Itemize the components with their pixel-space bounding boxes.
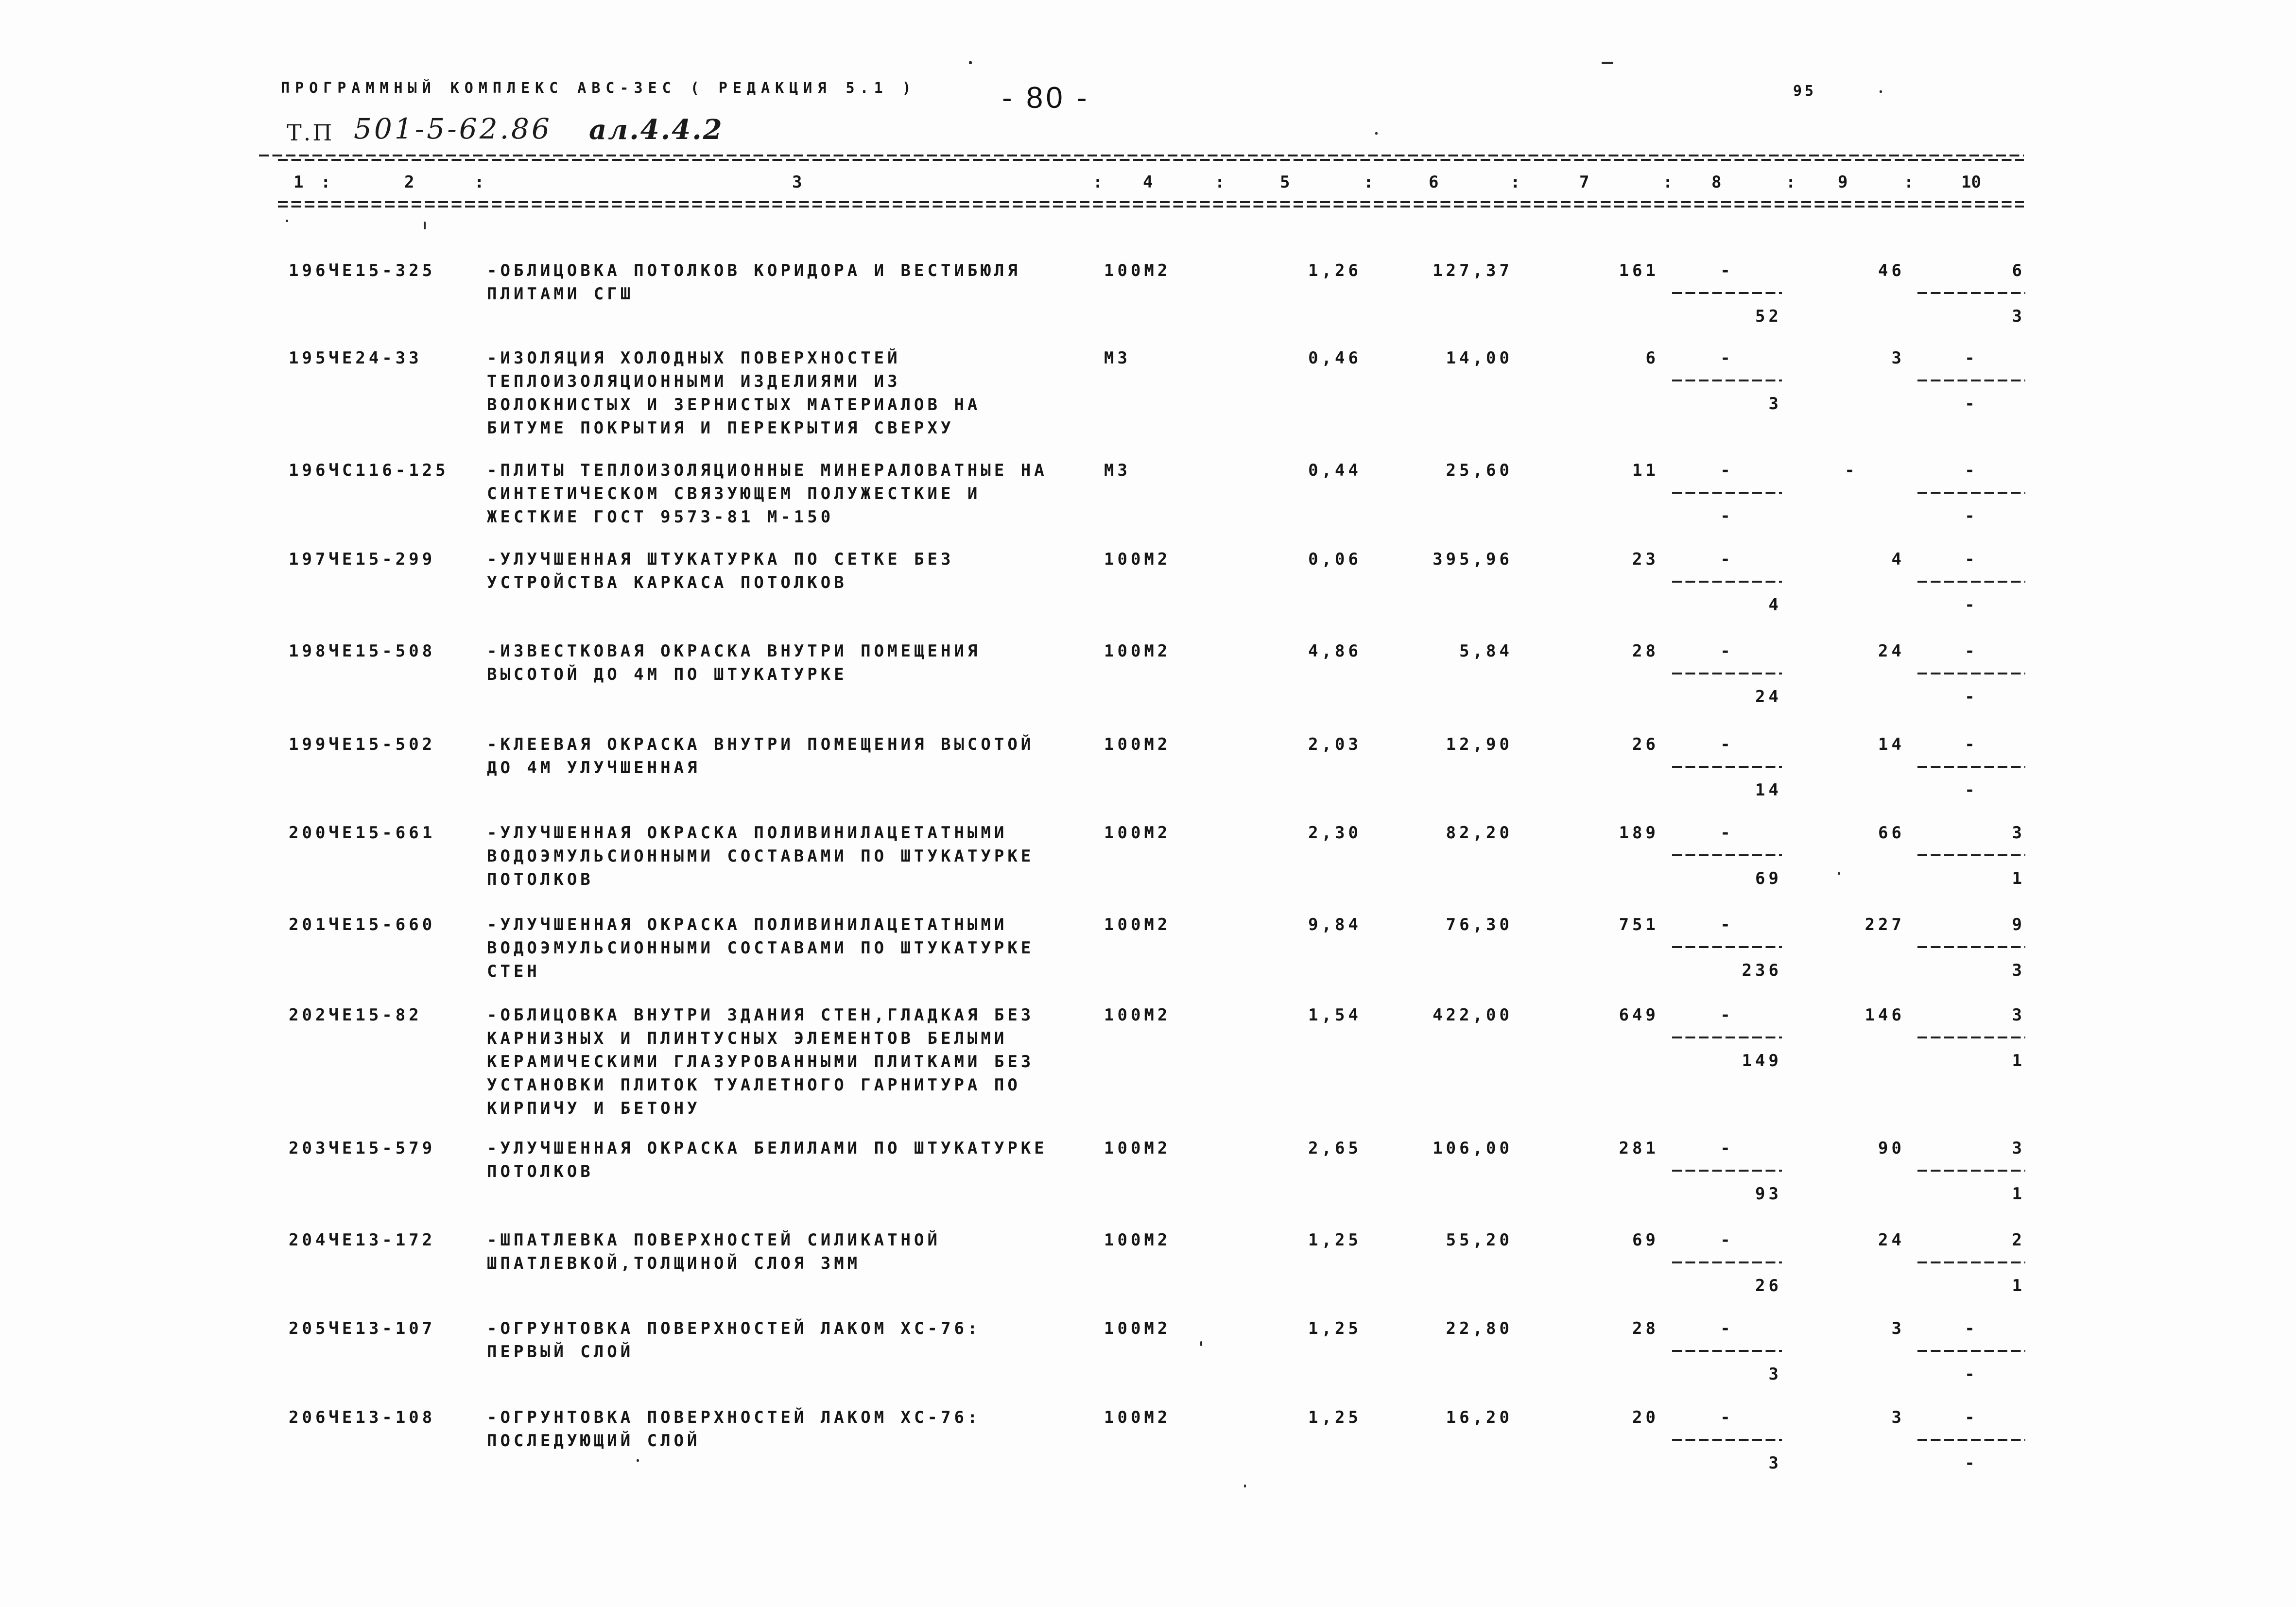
column-9-value: 3 xyxy=(1891,348,1905,368)
column-8-fraction-top-value: - xyxy=(1720,461,1734,480)
description-line: КАРНИЗНЫХ И ПЛИНТУСНЫХ ЭЛЕМЕНТОВ БЕЛЫМИ xyxy=(487,1029,1008,1048)
column-6-value: 12,90 xyxy=(1446,735,1513,754)
description-line: -УЛУЧШЕННАЯ ОКРАСКА ПОЛИВИНИЛАЦЕТАТНЫМИ xyxy=(487,823,1008,843)
description-line: -УЛУЧШЕННАЯ ШТУКАТУРКА ПО СЕТКЕ БЕЗ xyxy=(487,550,954,569)
column-7-value: 6 xyxy=(1645,348,1659,368)
scan-speck xyxy=(1602,62,1613,64)
work-description xyxy=(487,346,981,440)
column-10-fraction-top-value: 3 xyxy=(2012,823,2025,843)
column-8-fraction-top-value: - xyxy=(1720,641,1734,661)
unit-of-measure: 100М2 xyxy=(1104,641,1171,661)
column-8-fraction-top-value: - xyxy=(1720,1139,1734,1158)
column-number: 2 xyxy=(404,173,414,192)
column-10-fraction-top-value: - xyxy=(1965,461,1978,480)
unit-of-measure: М3 xyxy=(1104,348,1131,368)
column-10-fraction xyxy=(1917,459,2025,528)
column-8-fraction-rule xyxy=(1672,1350,1782,1352)
column-10-fraction-top-value: 6 xyxy=(2012,261,2025,280)
column-10-fraction-rule xyxy=(1917,1037,2025,1038)
description-line: ДО 4М УЛУЧШЕННАЯ xyxy=(487,758,701,778)
column-10-fraction xyxy=(1917,1228,2025,1297)
column-10-fraction xyxy=(1917,1003,2025,1072)
column-10-fraction xyxy=(1917,1406,2025,1475)
column-8-fraction xyxy=(1672,1317,1782,1386)
description-line: КИРПИЧУ И БЕТОНУ xyxy=(487,1099,701,1118)
description-line: КЕРАМИЧЕСКИМИ ГЛАЗУРОВАННЫМИ ПЛИТКАМИ БЕЗ xyxy=(487,1052,1035,1071)
column-10-fraction-bottom-value: - xyxy=(1965,506,1978,526)
unit-of-measure: 100М2 xyxy=(1104,261,1171,280)
item-code: 203ЧЕ15-579 xyxy=(289,1139,436,1158)
work-description xyxy=(487,1137,1048,1183)
work-description xyxy=(487,913,1034,983)
column-10-fraction-bottom-value: - xyxy=(1965,394,1978,414)
item-code: 202ЧЕ15-82 xyxy=(289,1005,422,1025)
unit-of-measure: 100М2 xyxy=(1104,1139,1171,1158)
column-10-fraction-bottom-value: 1 xyxy=(2012,1184,2025,1204)
scan-speck xyxy=(969,61,972,64)
column-number: 10 xyxy=(1961,173,1981,192)
column-8-fraction xyxy=(1672,1228,1782,1297)
column-6-value: 14,00 xyxy=(1446,348,1513,368)
column-10-fraction xyxy=(1917,733,2025,802)
column-10-fraction-top-value: - xyxy=(1965,641,1978,661)
description-line: -ИЗВЕСТКОВАЯ ОКРАСКА ВНУТРИ ПОМЕЩЕНИЯ xyxy=(487,641,981,661)
column-8-fraction-top-value: - xyxy=(1720,550,1734,569)
column-10-fraction-top-value: - xyxy=(1965,1319,1978,1338)
column-9-value: 227 xyxy=(1864,915,1905,934)
description-line: -КЛЕЕВАЯ ОКРАСКА ВНУТРИ ПОМЕЩЕНИЯ ВЫСОТОЙ xyxy=(487,735,1035,754)
scan-speck xyxy=(1880,90,1882,93)
column-10-fraction-top-value: 3 xyxy=(2012,1139,2025,1158)
column-separator: : xyxy=(1904,173,1914,192)
column-5-value: 9,84 xyxy=(1308,915,1362,934)
description-line: -ОБЛИЦОВКА ПОТОЛКОВ КОРИДОРА И ВЕСТИБЮЛЯ xyxy=(487,261,1021,280)
column-5-value: 0,44 xyxy=(1308,461,1362,480)
description-line: ПОСЛЕДУЮЩИЙ СЛОЙ xyxy=(487,1431,701,1451)
scan-speck xyxy=(637,1459,639,1462)
description-line: -ОГРУНТОВКА ПОВЕРХНОСТЕЙ ЛАКОМ ХС-76: xyxy=(487,1319,981,1338)
item-code: 200ЧЕ15-661 xyxy=(289,823,436,843)
work-description xyxy=(487,1228,941,1275)
column-10-fraction-rule xyxy=(1917,673,2025,674)
column-5-value: 0,06 xyxy=(1308,550,1362,569)
work-description xyxy=(487,259,1021,306)
column-8-fraction xyxy=(1672,346,1782,415)
column-8-fraction-rule xyxy=(1672,380,1782,381)
item-code: 204ЧЕ13-172 xyxy=(289,1230,436,1250)
column-10-fraction-top-value: - xyxy=(1965,1408,1978,1427)
description-line: -ОГРУНТОВКА ПОВЕРХНОСТЕЙ ЛАКОМ ХС-76: xyxy=(487,1408,981,1427)
description-line: ШПАТЛЕВКОЙ,ТОЛЩИНОЙ СЛОЯ 3ММ xyxy=(487,1254,861,1273)
item-code: 195ЧЕ24-33 xyxy=(289,348,422,368)
column-8-fraction-rule xyxy=(1672,492,1782,494)
column-10-fraction-top-value: 3 xyxy=(2012,1005,2025,1025)
column-5-value: 1,25 xyxy=(1308,1230,1362,1250)
column-10-fraction-rule xyxy=(1917,946,2025,948)
column-6-value: 76,30 xyxy=(1446,915,1513,934)
column-10-fraction xyxy=(1917,1137,2025,1206)
column-number: 6 xyxy=(1429,173,1439,192)
column-10-fraction xyxy=(1917,1317,2025,1386)
unit-of-measure: М3 xyxy=(1104,461,1131,480)
column-7-value: 281 xyxy=(1619,1139,1659,1158)
column-number: 5 xyxy=(1280,173,1290,192)
column-5-value: 1,25 xyxy=(1308,1319,1362,1338)
item-code: 206ЧЕ13-108 xyxy=(289,1408,436,1427)
column-6-value: 25,60 xyxy=(1446,461,1513,480)
column-separator: : xyxy=(1364,173,1374,192)
column-7-value: 69 xyxy=(1632,1230,1659,1250)
description-line: СТЕН xyxy=(487,962,540,981)
column-5-value: 2,30 xyxy=(1308,823,1362,843)
description-line: УСТАНОВКИ ПЛИТОК ТУАЛЕТНОГО ГАРНИТУРА ПО xyxy=(487,1075,1021,1095)
item-code: 205ЧЕ13-107 xyxy=(289,1319,436,1338)
scan-speck xyxy=(286,220,288,222)
column-number: 8 xyxy=(1711,173,1722,192)
column-8-fraction-rule xyxy=(1672,1439,1782,1441)
sheet-number: 95 xyxy=(1793,83,1817,100)
column-6-value: 22,80 xyxy=(1446,1319,1513,1338)
column-8-fraction-top-value: - xyxy=(1720,1408,1734,1427)
column-number: 1 xyxy=(293,173,304,192)
column-6-value: 16,20 xyxy=(1446,1408,1513,1427)
column-10-fraction-rule xyxy=(1917,492,2025,494)
column-number: 7 xyxy=(1579,173,1589,192)
column-8-fraction xyxy=(1672,1003,1782,1072)
description-line: ВЫСОТОЙ ДО 4М ПО ШТУКАТУРКЕ xyxy=(487,665,847,684)
description-line: ЖЕСТКИЕ ГОСТ 9573-81 М-150 xyxy=(487,507,834,527)
column-8-fraction-top-value: - xyxy=(1720,915,1734,934)
column-8-fraction xyxy=(1672,639,1782,708)
description-line: СИНТЕТИЧЕСКОМ СВЯЗУЮЩЕМ ПОЛУЖЕСТКИЕ И xyxy=(487,484,981,503)
description-line: ПЛИТАМИ СГШ xyxy=(487,284,634,304)
column-10-fraction-top-value: - xyxy=(1965,550,1978,569)
column-10-fraction-rule xyxy=(1917,1261,2025,1263)
column-8-fraction-top-value: - xyxy=(1720,1319,1734,1338)
column-8-fraction-bottom-value: 3 xyxy=(1768,1365,1782,1384)
unit-of-measure: 100М2 xyxy=(1104,1230,1171,1250)
column-10-fraction-bottom-value: 1 xyxy=(2012,1276,2025,1296)
description-line: -ИЗОЛЯЦИЯ ХОЛОДНЫХ ПОВЕРХНОСТЕЙ xyxy=(487,348,901,368)
column-10-fraction-rule xyxy=(1917,581,2025,583)
description-line: БИТУМЕ ПОКРЫТИЯ И ПЕРЕКРЫТИЯ СВЕРХУ xyxy=(487,418,954,438)
project-number: 501-5-62.86 xyxy=(354,112,552,145)
column-10-fraction-bottom-value: - xyxy=(1965,687,1978,707)
work-description xyxy=(487,821,1034,891)
column-8-fraction-top-value: - xyxy=(1720,1230,1734,1250)
unit-of-measure: 100М2 xyxy=(1104,550,1171,569)
column-5-value: 2,03 xyxy=(1308,735,1362,754)
column-8-fraction-rule xyxy=(1672,292,1782,294)
scan-speck xyxy=(1200,1341,1202,1346)
description-line: ВОДОЭМУЛЬСИОННЫМИ СОСТАВАМИ ПО ШТУКАТУРКЕ xyxy=(487,938,1035,958)
column-8-fraction xyxy=(1672,1137,1782,1206)
column-separator: : xyxy=(1215,173,1225,192)
description-line: ТЕПЛОИЗОЛЯЦИОННЫМИ ИЗДЕЛИЯМИ ИЗ xyxy=(487,372,901,391)
column-8-fraction-top-value: - xyxy=(1720,1005,1734,1025)
column-7-value: 28 xyxy=(1632,641,1659,661)
column-separator: : xyxy=(1786,173,1796,192)
column-6-value: 55,20 xyxy=(1446,1230,1513,1250)
column-8-fraction-bottom-value: 93 xyxy=(1755,1184,1782,1204)
description-line: -УЛУЧШЕННАЯ ОКРАСКА ПОЛИВИНИЛАЦЕТАТНЫМИ xyxy=(487,915,1008,934)
column-8-fraction-bottom-value: 3 xyxy=(1768,394,1782,414)
column-10-fraction-bottom-value: 3 xyxy=(2012,307,2025,326)
column-separator: : xyxy=(321,173,331,192)
column-8-fraction-top-value: - xyxy=(1720,735,1734,754)
item-code: 197ЧЕ15-299 xyxy=(289,550,436,569)
column-8-fraction-bottom-value: 69 xyxy=(1755,869,1782,888)
column-10-fraction-top-value: - xyxy=(1965,735,1978,754)
column-8-fraction xyxy=(1672,548,1782,617)
column-8-fraction-top-value: - xyxy=(1720,348,1734,368)
column-9-value: 90 xyxy=(1878,1139,1905,1158)
unit-of-measure: 100М2 xyxy=(1104,1319,1171,1338)
work-description xyxy=(487,639,981,686)
column-7-value: 28 xyxy=(1632,1319,1659,1338)
column-10-fraction-bottom-value: 1 xyxy=(2012,1051,2025,1071)
column-8-fraction-bottom-value: 149 xyxy=(1742,1051,1782,1071)
column-9-value: - xyxy=(1845,461,1858,480)
column-8-fraction-bottom-value: 236 xyxy=(1742,961,1782,980)
column-8-fraction xyxy=(1672,1406,1782,1475)
column-9-value: 24 xyxy=(1878,641,1905,661)
column-separator: : xyxy=(1093,173,1103,192)
column-separator: : xyxy=(1663,173,1673,192)
column-separator: : xyxy=(1510,173,1520,192)
column-8-fraction-bottom-value: 4 xyxy=(1768,595,1782,615)
column-5-value: 1,54 xyxy=(1308,1005,1362,1025)
column-8-fraction-rule xyxy=(1672,1037,1782,1038)
column-8-fraction-bottom-value: 14 xyxy=(1755,780,1782,800)
column-8-fraction-rule xyxy=(1672,854,1782,856)
column-8-fraction-bottom-value: 3 xyxy=(1768,1453,1782,1473)
column-10-fraction xyxy=(1917,346,2025,415)
item-code: 199ЧЕ15-502 xyxy=(289,735,436,754)
description-line: ВОДОЭМУЛЬСИОННЫМИ СОСТАВАМИ ПО ШТУКАТУРКЕ xyxy=(487,847,1035,866)
column-number: 4 xyxy=(1143,173,1153,192)
column-9-value: 146 xyxy=(1864,1005,1905,1025)
unit-of-measure: 100М2 xyxy=(1104,915,1171,934)
item-code: 196ЧЕ15-325 xyxy=(289,261,436,280)
column-10-fraction-rule xyxy=(1917,1170,2025,1172)
description-line: ВОЛОКНИСТЫХ И ЗЕРНИСТЫХ МАТЕРИАЛОВ НА xyxy=(487,395,981,415)
column-8-fraction xyxy=(1672,913,1782,982)
scan-speck xyxy=(1838,872,1840,875)
column-10-fraction-bottom-value: 1 xyxy=(2012,869,2025,888)
column-10-fraction-bottom-value: - xyxy=(1965,780,1978,800)
column-9-value: 14 xyxy=(1878,735,1905,754)
unit-of-measure: 100М2 xyxy=(1104,823,1171,843)
column-10-fraction-rule xyxy=(1917,1350,2025,1352)
column-7-value: 20 xyxy=(1632,1408,1659,1427)
column-5-value: 2,65 xyxy=(1308,1139,1362,1158)
column-10-fraction-rule xyxy=(1917,854,2025,856)
column-8-fraction-rule xyxy=(1672,1261,1782,1263)
description-line: -ШПАТЛЕВКА ПОВЕРХНОСТЕЙ СИЛИКАТНОЙ xyxy=(487,1230,941,1250)
column-9-value: 46 xyxy=(1878,261,1905,280)
item-code: 198ЧЕ15-508 xyxy=(289,641,436,661)
column-5-value: 0,46 xyxy=(1308,348,1362,368)
description-line: УСТРОЙСТВА КАРКАСА ПОТОЛКОВ xyxy=(487,573,847,592)
description-line: ПОТОЛКОВ xyxy=(487,1162,594,1181)
work-description xyxy=(487,459,1048,529)
program-header: ПРОГРАММНЫЙ КОМПЛЕКС АВС-3ЕС ( РЕДАКЦИЯ 5.1 ) xyxy=(281,80,916,97)
scan-speck xyxy=(1375,132,1378,135)
page-number: - 80 - xyxy=(1002,81,1090,115)
column-9-value: 66 xyxy=(1878,823,1905,843)
column-10-fraction xyxy=(1917,639,2025,708)
column-6-value: 82,20 xyxy=(1446,823,1513,843)
description-line: ПОТОЛКОВ xyxy=(487,870,594,889)
work-description xyxy=(487,1317,981,1364)
item-code: 201ЧЕ15-660 xyxy=(289,915,436,934)
column-8-fraction-rule xyxy=(1672,673,1782,674)
column-9-value: 3 xyxy=(1891,1319,1905,1338)
column-7-value: 649 xyxy=(1619,1005,1659,1025)
column-8-fraction-rule xyxy=(1672,581,1782,583)
column-10-fraction-rule xyxy=(1917,766,2025,768)
description-line: -УЛУЧШЕННАЯ ОКРАСКА БЕЛИЛАМИ ПО ШТУКАТУРКЕ xyxy=(487,1139,1048,1158)
column-separator: : xyxy=(474,173,484,192)
work-description xyxy=(487,1406,981,1452)
column-8-fraction xyxy=(1672,733,1782,802)
column-8-fraction xyxy=(1672,459,1782,528)
description-line: -ОБЛИЦОВКА ВНУТРИ ЗДАНИЯ СТЕН,ГЛАДКАЯ БЕЗ xyxy=(487,1005,1035,1025)
column-7-value: 751 xyxy=(1619,915,1659,934)
column-6-value: 106,00 xyxy=(1433,1139,1513,1158)
column-8-fraction xyxy=(1672,821,1782,890)
column-8-fraction-rule xyxy=(1672,1170,1782,1172)
column-10-fraction-rule xyxy=(1917,380,2025,381)
column-8-fraction xyxy=(1672,259,1782,328)
column-10-fraction-bottom-value: - xyxy=(1965,1365,1978,1384)
column-10-fraction xyxy=(1917,821,2025,890)
scan-speck xyxy=(1244,1485,1246,1487)
unit-of-measure: 100М2 xyxy=(1104,1408,1171,1427)
column-6-value: 395,96 xyxy=(1433,550,1513,569)
column-10-fraction-rule xyxy=(1917,1439,2025,1441)
column-8-fraction-rule xyxy=(1672,946,1782,948)
column-5-value: 1,25 xyxy=(1308,1408,1362,1427)
column-number: 9 xyxy=(1838,173,1848,192)
column-6-value: 127,37 xyxy=(1433,261,1513,280)
work-description xyxy=(487,548,954,594)
column-5-value: 1,26 xyxy=(1308,261,1362,280)
work-description xyxy=(487,733,1034,779)
column-7-value: 26 xyxy=(1632,735,1659,754)
column-9-value: 4 xyxy=(1891,550,1905,569)
project-prefix: Т.П xyxy=(287,120,334,146)
column-10-fraction-top-value: 2 xyxy=(2012,1230,2025,1250)
column-7-value: 161 xyxy=(1619,261,1659,280)
column-10-fraction-bottom-value: 3 xyxy=(2012,961,2025,980)
column-10-fraction xyxy=(1917,259,2025,328)
unit-of-measure: 100М2 xyxy=(1104,735,1171,754)
column-5-value: 4,86 xyxy=(1308,641,1362,661)
work-description xyxy=(487,1003,1034,1120)
column-8-fraction-top-value: - xyxy=(1720,261,1734,280)
column-10-fraction-bottom-value: - xyxy=(1965,1453,1978,1473)
description-line: ПЕРВЫЙ СЛОЙ xyxy=(487,1342,634,1362)
column-8-fraction-bottom-value: 26 xyxy=(1755,1276,1782,1296)
scan-speck xyxy=(424,222,426,229)
column-10-fraction-bottom-value: - xyxy=(1965,595,1978,615)
item-code: 196ЧС116-125 xyxy=(289,461,449,480)
album-reference: ал.4.4.2 xyxy=(589,114,724,146)
column-10-fraction-top-value: - xyxy=(1965,348,1978,368)
column-8-fraction-bottom-value: 52 xyxy=(1755,307,1782,326)
column-10-fraction-rule xyxy=(1917,292,2025,294)
column-6-value: 5,84 xyxy=(1459,641,1513,661)
column-10-fraction xyxy=(1917,913,2025,982)
column-9-value: 24 xyxy=(1878,1230,1905,1250)
column-8-fraction-bottom-value: - xyxy=(1720,506,1734,526)
column-7-value: 189 xyxy=(1619,823,1659,843)
column-10-fraction xyxy=(1917,548,2025,617)
column-number: 3 xyxy=(792,173,802,192)
column-8-fraction-rule xyxy=(1672,766,1782,768)
column-10-fraction-top-value: 9 xyxy=(2012,915,2025,934)
column-7-value: 11 xyxy=(1632,461,1659,480)
column-6-value: 422,00 xyxy=(1433,1005,1513,1025)
column-8-fraction-top-value: - xyxy=(1720,823,1734,843)
description-line: -ПЛИТЫ ТЕПЛОИЗОЛЯЦИОННЫЕ МИНЕРАЛОВАТНЫЕ НА xyxy=(487,461,1048,480)
column-8-fraction-bottom-value: 24 xyxy=(1755,687,1782,707)
unit-of-measure: 100М2 xyxy=(1104,1005,1171,1025)
column-7-value: 23 xyxy=(1632,550,1659,569)
column-9-value: 3 xyxy=(1891,1408,1905,1427)
